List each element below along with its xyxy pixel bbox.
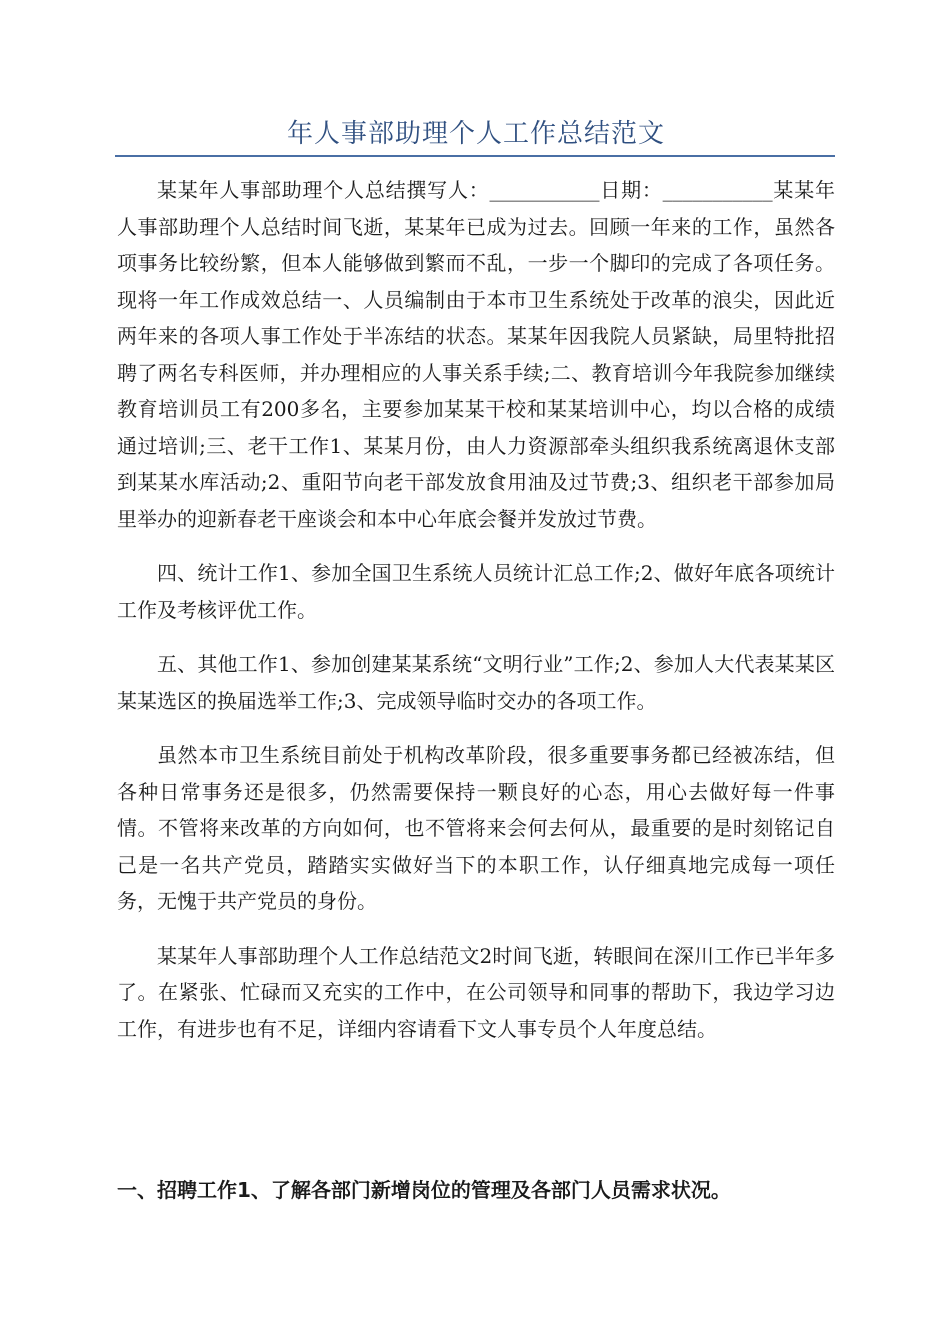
paragraph-4: 虽然本市卫生系统目前处于机构改革阶段，很多重要事务都已经被冻结，但各种日常事务还是很多，仍然需要保持一颗良好的心态，用心去做好每一件事情。不管将来改革的方向如何，也不管将来会何去何从，最重要的是时刻铭记自己是一名共产党员，踏踏实实做好当下的本职工作，认仔细真地完成每一项任务，无愧于共产党员的身份。 xyxy=(117,743,835,913)
document-title: 年人事部助理个人工作总结范文 xyxy=(286,119,665,149)
paragraph-2: 四、统计工作1、参加全国卫生系统人员统计汇总工作;2、做好年底各项统计工作及考核评优工作。 xyxy=(117,561,835,622)
paragraph-5: 某某年人事部助理个人工作总结范文2时间飞逝，转眼间在深川工作已半年多了。在紧张、忙碌而又充实的工作中，在公司领导和同事的帮助下，我边学习边工作，有进步也有不足，详细内容请看下文人事专员个人年度总结。 xyxy=(117,943,835,1041)
paragraph-3: 五、其他工作1、参加创建某某系统“文明行业”工作;2、参加人大代表某某区某某选区的换届选举工作;3、完成领导临时交办的各项工作。 xyxy=(117,652,835,713)
title-underline xyxy=(115,155,835,157)
section-heading: 一、招聘工作1、了解各部门新增岗位的管理及各部门人员需求状况。 xyxy=(117,1178,731,1202)
document-body xyxy=(117,172,835,1065)
paragraph-1: 某某年人事部助理个人总结撰写人：___________日期：___________某某年人事部助理个人总结时间飞逝，某某年已成为过去。回顾一年来的工作，虽然各项事务比较纷繁，但本人能够做到繁而不乱，一步一个脚印的完成了各项任务。现将一年工作成效总结一、人员编制由于本市卫生系统处于改革的浪尖，因此近两年来的各项人事工作处于半冻结的状态。某某年因我院人员紧缺，局里特批招聘了两名专科医师，并办理相应的人事关系手续;二、教育培训今年我院参加继续教育培训员工有200多名，主要参加某某干校和某某培训中心，均以合格的成绩通过培训;三、老干工作1、某某月份，由人力资源部牵头组织我系统离退休支部到某某水库活动;2、重阳节向老干部发放食用油及过节费;3、组织老干部参加局里举办的迎新春老干座谈会和本中心年底会餐并发放过节费。 xyxy=(117,178,835,531)
